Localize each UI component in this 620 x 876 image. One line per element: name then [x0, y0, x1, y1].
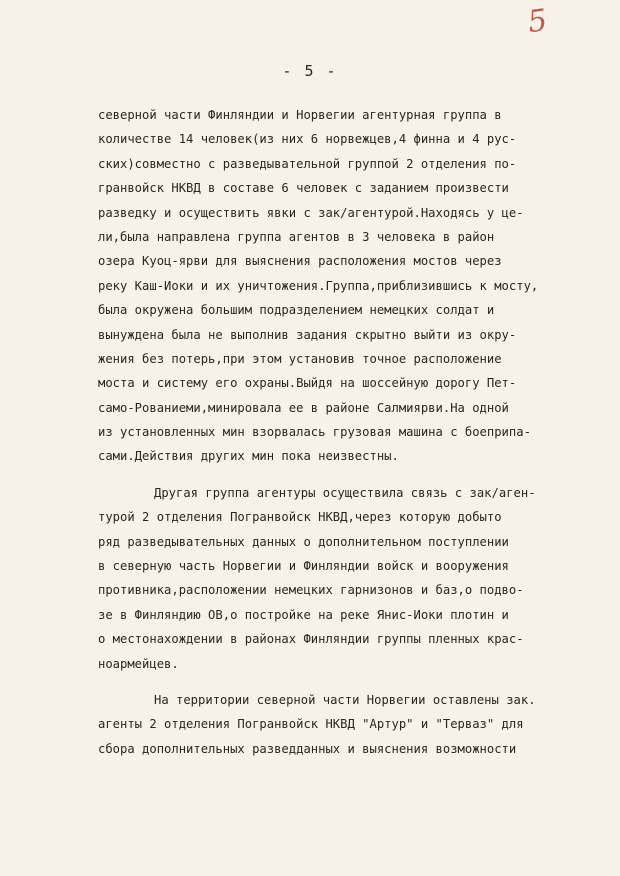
text-line: Другая группа агентуры осуществила связь с зак/аген-	[154, 485, 536, 500]
paragraph-gap	[98, 676, 588, 688]
text-line: была окружена большим подразделением немецких солдат и	[98, 303, 495, 318]
handwritten-page-number: 5	[525, 2, 550, 41]
paragraph-2	[98, 481, 588, 676]
paragraph-3	[98, 688, 588, 761]
text-line: ли,была направлена группа агентов в 3 человека в район	[98, 229, 495, 244]
text-line: о местонахождении в районах Финляндии группы пленных крас-	[98, 632, 524, 647]
text-line: гранвойск НКВД в составе 6 человек с заданием произвести	[98, 181, 509, 196]
text-line: реку Каш-Иоки и их уничтожения.Группа,приблизившись к мосту,	[98, 278, 539, 293]
text-line: На территории северной части Норвегии оставлены зак.	[154, 692, 536, 707]
text-line: само-Рованиеми,минировала ее в районе Салмиярви.На одной	[98, 400, 509, 415]
body-text	[98, 103, 588, 761]
text-line: в северную часть Норвегии и Финляндии войск и вооружения	[98, 559, 509, 574]
page-number: - 5 -	[282, 62, 338, 80]
text-line: вынуждена была не выполнив задания скрытно выйти из окру-	[98, 327, 517, 342]
text-line: противника,расположении немецких гарнизонов и баз,о подво-	[98, 583, 524, 598]
text-line: сами.Действия других мин пока неизвестны.	[98, 449, 399, 464]
text-line: жения без потерь,при этом установив точное расположение	[98, 351, 502, 366]
text-line: ноармейцев.	[98, 656, 179, 671]
text-line: количестве 14 человек(из них 6 норвежцев,4 финна и 4 рус-	[98, 132, 517, 147]
text-line: агенты 2 отделения Погранвойск НКВД "Артур" и "Терваз" для	[98, 717, 524, 732]
text-line: турой 2 отделения Погранвойск НКВД,через которую добыто	[98, 510, 502, 525]
paragraph-gap	[98, 469, 588, 481]
text-line: моста и систему его охраны.Выйдя на шоссейную дорогу Пет-	[98, 376, 517, 391]
text-line: разведку и осуществить явки с зак/агентурой.Находясь у це-	[98, 205, 524, 220]
text-line: зе в Финляндию ОВ,о постройке на реке Янис-Иоки плотин и	[98, 607, 509, 622]
text-line: озера Куоц-ярви для выяснения расположения мостов через	[98, 254, 502, 269]
text-line: ряд разведывательных данных о дополнительном поступлении	[98, 534, 509, 549]
text-line: сбора дополнительных разведданных и выяснения возможности	[98, 741, 517, 756]
text-line: ских)совместно с разведывательной группой 2 отделения по-	[98, 156, 517, 171]
text-line: северной части Финляндии и Норвегии агентурная группа в	[98, 108, 502, 122]
text-line: из установленных мин взорвалась грузовая машина с боеприпа-	[98, 425, 531, 440]
paragraph-1	[98, 103, 588, 469]
